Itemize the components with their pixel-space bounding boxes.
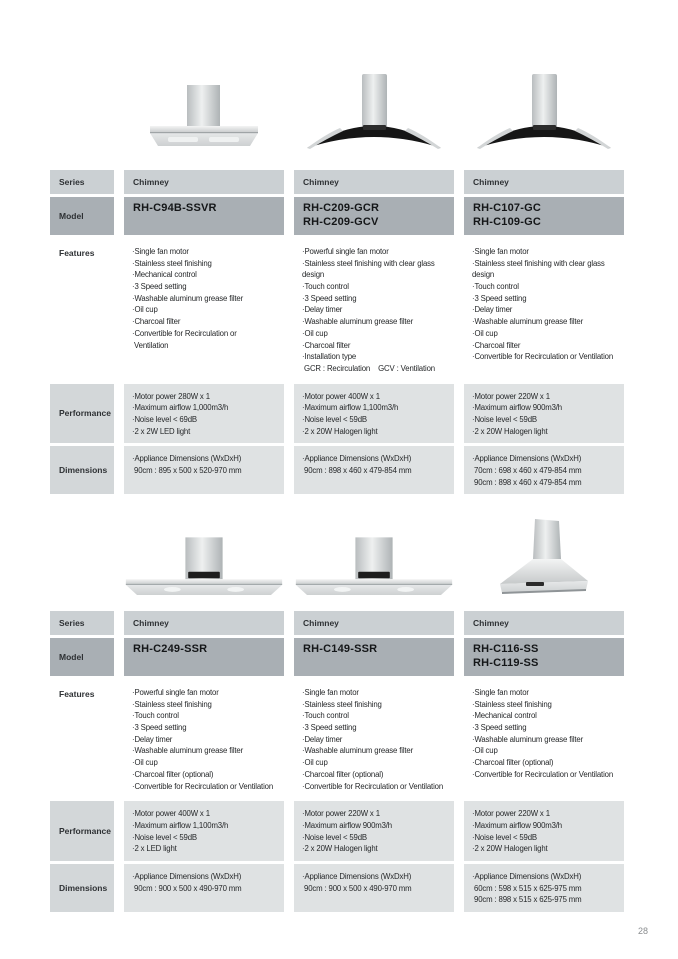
images-spacer xyxy=(50,501,114,603)
series-row-label: Series xyxy=(50,170,114,194)
model-names: RH-C107-GC RH-C109-GC xyxy=(464,197,624,235)
performance-list: ·Motor power 220W x 1 ·Maximum airflow 900m3/h ·Noise level < 59dB ·2 x 20W Halogen light xyxy=(464,801,624,861)
dimensions-list: ·Appliance Dimensions (WxDxH) 90cm : 900 x 500 x 490-970 mm xyxy=(124,864,284,912)
features-list: ·Single fan motor ·Stainless steel finishing ·Mechanical control ·3 Speed setting ·Washable aluminum grease filter ·Oil cup ·Charcoal filter ·Convertible for Recirculation or Ventilation xyxy=(124,238,284,381)
performance-list: ·Motor power 220W x 1 ·Maximum airflow 900m3/h ·Noise level < 59dB ·2 x 20W Halogen light xyxy=(294,801,454,861)
series-value: Chimney xyxy=(294,611,454,635)
series-value: Chimney xyxy=(464,611,624,635)
performance-list: ·Motor power 400W x 1 ·Maximum airflow 1,100m3/h ·Noise level < 59dB ·2 x 20W Halogen light xyxy=(294,384,454,444)
features-row-label: Features xyxy=(50,679,114,798)
performance-list: ·Motor power 220W x 1 ·Maximum airflow 900m3/h ·Noise level < 59dB ·2 x 20W Halogen light xyxy=(464,384,624,444)
series-value: Chimney xyxy=(124,611,284,635)
dimensions-row-label: Dimensions xyxy=(50,446,114,494)
model-row-label: Model xyxy=(50,638,114,676)
performance-list: ·Motor power 400W x 1 ·Maximum airflow 1,100m3/h ·Noise level < 59dB ·2 x LED light xyxy=(124,801,284,861)
series-row-label: Series xyxy=(50,611,114,635)
product-images-top xyxy=(50,56,624,158)
features-list: ·Single fan motor ·Stainless steel finishing ·Mechanical control ·3 Speed setting ·Washable aluminum grease filter ·Oil cup ·Charcoal filter (optional) ·Convertible for Recirculation or Ventilation xyxy=(464,679,624,798)
dimensions-list: ·Appliance Dimensions (WxDxH) 90cm : 898 x 460 x 479-854 mm xyxy=(294,446,454,494)
series-value: Chimney xyxy=(294,170,454,194)
features-list: ·Powerful single fan motor ·Stainless steel finishing ·Touch control ·3 Speed setting ·Delay timer ·Washable aluminum grease filter ·Oil cup ·Charcoal filter (optional) ·Convertible for Recirculation or Ventilation xyxy=(124,679,284,798)
performance-row-label: Performance xyxy=(50,384,114,444)
model-names: RH-C249-SSR xyxy=(124,638,284,676)
dimensions-list: ·Appliance Dimensions (WxDxH) 70cm : 698 x 460 x 479-854 mm 90cm : 898 x 460 x 479-854 mm xyxy=(464,446,624,494)
model-names: RH-C209-GCR RH-C209-GCV xyxy=(294,197,454,235)
features-row-label: Features xyxy=(50,238,114,381)
dimensions-list: ·Appliance Dimensions (WxDxH) 90cm : 900 x 500 x 490-970 mm xyxy=(294,864,454,912)
dimensions-row-label: Dimensions xyxy=(50,864,114,912)
performance-row-label: Performance xyxy=(50,801,114,861)
product-image-pyramid-chimney-hood xyxy=(488,519,600,603)
series-value: Chimney xyxy=(464,170,624,194)
model-row-label: Model xyxy=(50,197,114,235)
product-image-slim-t-chimney-hood xyxy=(124,535,284,603)
model-names: RH-C94B-SSVR xyxy=(124,197,284,235)
product-images-bottom xyxy=(50,501,624,603)
features-list: ·Powerful single fan motor ·Stainless steel finishing with clear glass design ·Touch control ·3 Speed setting ·Delay timer ·Washable aluminum grease filter ·Oil cup ·Charcoal filter ·Installation type GCR : Recirculation GCV : Ventilation xyxy=(294,238,454,381)
product-image-curved-glass-chimney-hood xyxy=(474,72,614,158)
model-names: RH-C116-SS RH-C119-SS xyxy=(464,638,624,676)
spec-table-top xyxy=(50,170,624,494)
dimensions-list: ·Appliance Dimensions (WxDxH) 90cm : 895 x 500 x 520-970 mm xyxy=(124,446,284,494)
images-spacer xyxy=(50,56,114,158)
performance-list: ·Motor power 280W x 1 ·Maximum airflow 1,000m3/h ·Noise level < 69dB ·2 x 2W LED light xyxy=(124,384,284,444)
page-number: 28 xyxy=(637,926,648,936)
model-names: RH-C149-SSR xyxy=(294,638,454,676)
features-list: ·Single fan motor ·Stainless steel finishing ·Touch control ·3 Speed setting ·Delay timer ·Washable aluminum grease filter ·Oil cup ·Charcoal filter (optional) ·Convertible for Recirculation or Ventilation xyxy=(294,679,454,798)
dimensions-list: ·Appliance Dimensions (WxDxH) 60cm : 598 x 515 x 625-975 mm 90cm : 898 x 515 x 625-975 mm xyxy=(464,864,624,912)
spec-table-bottom xyxy=(50,611,624,912)
series-value: Chimney xyxy=(124,170,284,194)
product-image-curved-glass-chimney-hood xyxy=(304,72,444,158)
product-image-box-chimney-hood xyxy=(143,82,265,158)
features-list: ·Single fan motor ·Stainless steel finishing with clear glass design ·Touch control ·3 Speed setting ·Delay timer ·Washable aluminum grease filter ·Oil cup ·Charcoal filter ·Convertible for Recirculation or Ventilation xyxy=(464,238,624,381)
product-image-slim-t-chimney-hood xyxy=(294,535,454,603)
